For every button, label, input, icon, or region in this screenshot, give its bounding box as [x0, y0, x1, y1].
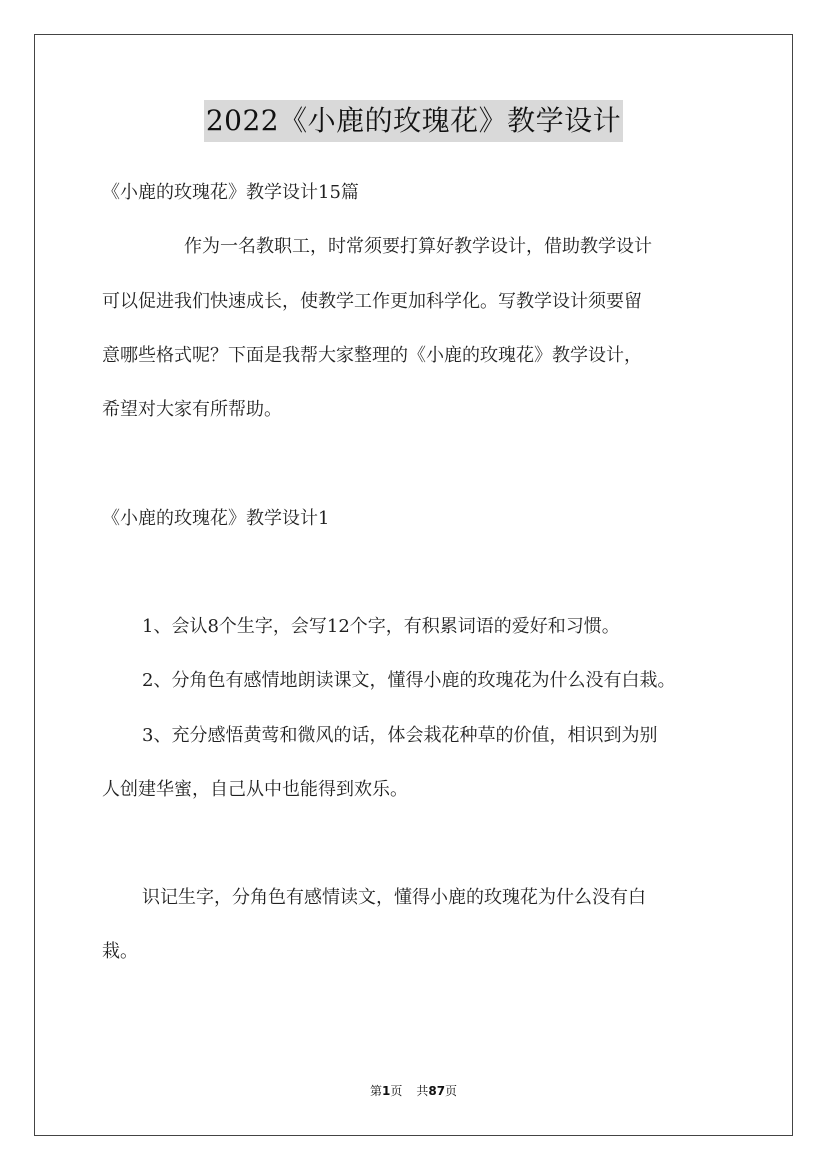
- intro-line: 意哪些格式呢？下面是我帮大家整理的《小鹿的玫瑰花》教学设计，: [102, 345, 642, 366]
- total-prefix: 共: [416, 1084, 429, 1098]
- title-container: [0, 100, 827, 142]
- intro-line: 可以促进我们快速成长，使教学工作更加科学化。写教学设计须要留: [102, 291, 642, 312]
- goal-item: 2、分角色有感情地朗读课文，懂得小鹿的玫瑰花为什么没有白栽。: [142, 670, 676, 691]
- document-subtitle: 《小鹿的玫瑰花》教学设计15篇: [102, 182, 359, 203]
- document-title: 2022《小鹿的玫瑰花》教学设计: [204, 100, 623, 142]
- page-footer: [0, 1083, 827, 1099]
- total-suffix: 页: [445, 1084, 458, 1098]
- page-prefix: 第: [369, 1084, 382, 1098]
- key-point-line: 识记生字，分角色有感情读文，懂得小鹿的玫瑰花为什么没有白: [142, 887, 646, 908]
- goal-item: 3、充分感悟黄莺和微风的话，体会栽花种草的价值，相识到为别: [142, 725, 658, 746]
- key-point-line: 栽。: [102, 941, 138, 962]
- intro-line: 希望对大家有所帮助。: [102, 399, 282, 420]
- goal-item: 人创建华蜜，自己从中也能得到欢乐。: [102, 779, 408, 800]
- intro-line: 作为一名教职工，时常须要打算好教学设计，借助教学设计: [184, 236, 652, 257]
- section-heading: 《小鹿的玫瑰花》教学设计1: [102, 508, 330, 529]
- page-suffix: 页: [390, 1084, 403, 1098]
- total-pages: 87: [428, 1084, 446, 1098]
- goal-item: 1、会认8个生字，会写12个字，有积累词语的爱好和习惯。: [142, 616, 620, 637]
- page-number: 1: [381, 1084, 391, 1098]
